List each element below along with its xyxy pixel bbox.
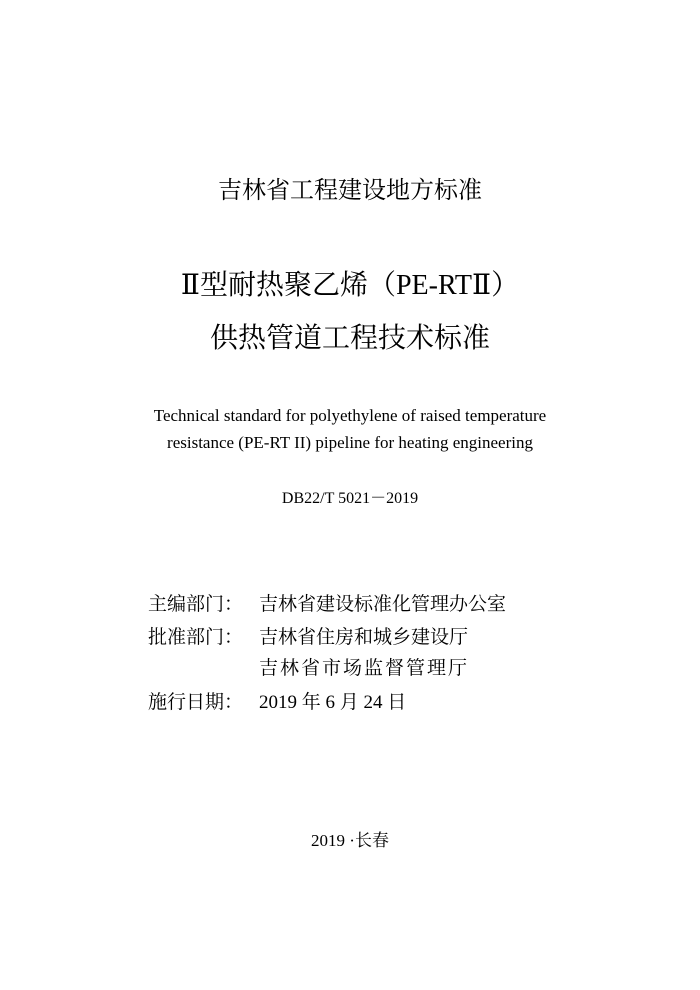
meta-row-approval <box>148 625 468 651</box>
series-title: 吉林省工程建设地方标准 <box>218 176 482 204</box>
editor-value: 吉林省建设标准化管理办公室 <box>259 594 507 615</box>
english-title-line-2: resistance (PE-RT II) pipeline for heating engineering <box>167 433 533 452</box>
effective-label: 施行日期： <box>148 692 244 713</box>
publication-place-year: 2019 ·长春 <box>311 831 389 850</box>
approval-value-1: 吉林省住房和城乡建设厅 <box>259 627 469 648</box>
main-title-line-1: Ⅱ型耐热聚乙烯（PE-RTⅡ） <box>180 270 520 301</box>
english-title-line-1: Technical standard for polyethylene of raised temperature <box>153 406 547 425</box>
meta-row-effective <box>148 690 406 716</box>
main-title-line-2: 供热管道工程技术标准 <box>209 321 490 354</box>
approval-value-2: 吉林省市场监督管理厅 <box>259 658 470 679</box>
approval-label: 批准部门： <box>148 627 244 648</box>
standard-code: DB22/T 5021－2019 <box>281 490 419 507</box>
editor-label: 主编部门： <box>148 594 244 615</box>
effective-value: 2019 年 6 月 24 日 <box>259 692 407 713</box>
meta-row-approval-2 <box>148 656 469 682</box>
meta-row-editor <box>148 592 506 618</box>
